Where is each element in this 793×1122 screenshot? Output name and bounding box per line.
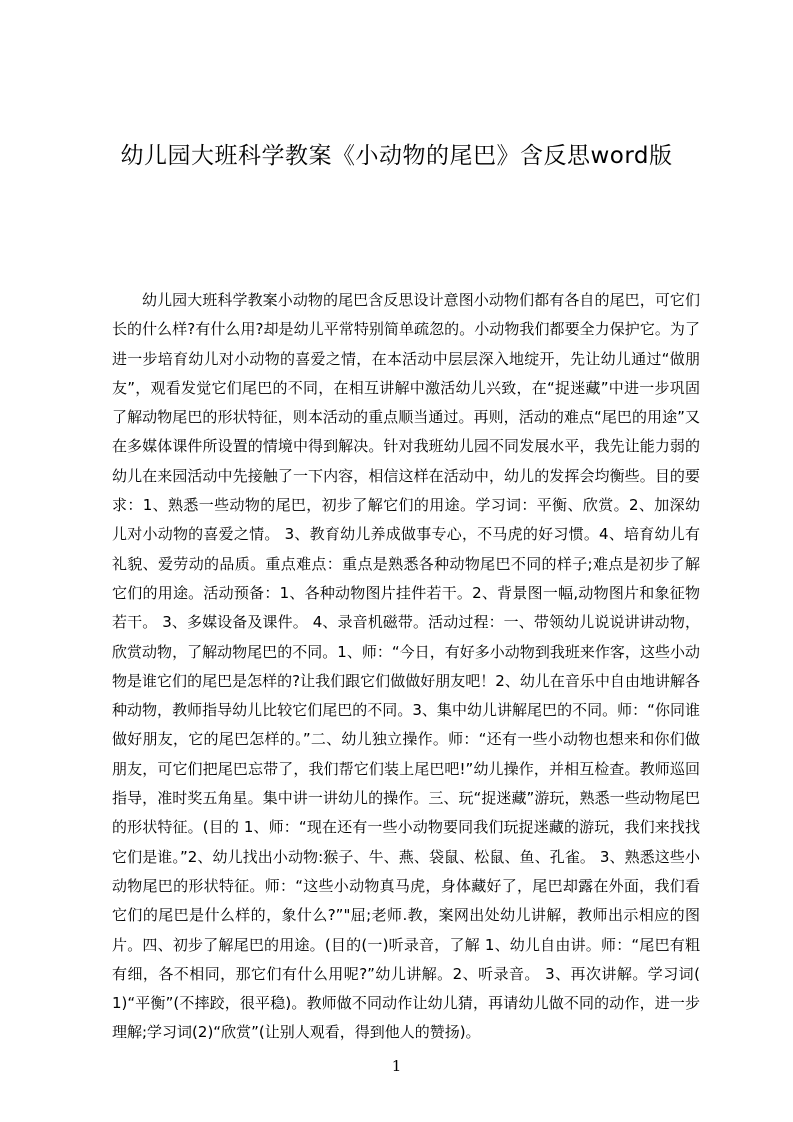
- page-number: 1: [391, 1057, 402, 1075]
- document-body-paragraph: 幼儿园大班科学教案小动物的尾巴含反思设计意图小动物们都有各自的尾巴，可它们长的什么样?有什么用?却是幼儿平常特别简单疏忽的。小动物我们都要全力保护它。为了进一步培育幼儿对小动物的喜爱之情，在本活动中层层深入地绽开，先让幼儿通过“做朋友”，观看发觉它们尾巴的不同，在相互讲解中激活幼儿兴致，在“捉迷藏”中进一步巩固了解动物尾巴的形状特征，则本活动的重点顺当通过。再则，活动的难点“尾巴的用途”又在多媒体课件所设置的情境中得到解决。针对我班幼儿园不同发展水平，我先让能力弱的幼儿在来园活动中先接触了一下内容，相信这样在活动中，幼儿的发挥会均衡些。目的要求：1、熟悉一些动物的尾巴，初步了解它们的用途。学习词：平衡、欣赏。2、加深幼儿对小动物的喜爱之情。 3、教育幼儿养成做事专心，不马虎的好习惯。4、培育幼儿有礼貌、爱劳动的品质。重点难点：重点是熟悉各种动物尾巴不同的样子;难点是初步了解它们的用途。活动预备：1、各种动物图片挂件若干。2、背景图一幅,动物图片和象征物若干。 3、多媒设备及课件。 4、录音机磁带。活动过程：一、带领幼儿说说讲讲动物，欣赏动物，了解动物尾巴的不同。1、师：“今日，有好多小动物到我班来作客，这些小动物是谁它们的尾巴是怎样的?让我们跟它们做做好朋友吧！2、幼儿在音乐中自由地讲解各种动物，教师指导幼儿比较它们尾巴的不同。3、集中幼儿讲解尾巴的不同。师：“你同谁做好朋友，它的尾巴怎样的。”二、幼儿独立操作。师：“还有一些小动物也想来和你们做朋友，可它们把尾巴忘带了，我们帮它们装上尾巴吧!”幼儿操作，并相互检查。教师巡回指导，准时奖五角星。集中讲一讲幼儿的操作。三、玩“捉迷藏”游玩，熟悉一些动物尾巴的形状特征。(目的 1、师：“现在还有一些小动物要同我们玩捉迷藏的游玩，我们来找找它们是谁。”2、幼儿找出小动物:猴子、牛、燕、袋鼠、松鼠、鱼、孔雀。 3、熟悉这些小动物尾巴的形状特征。师：“这些小动物真马虎，身体藏好了，尾巴却露在外面，我们看它们的尾巴是什么样的，象什么?”"屈;老师.教，案网出处幼儿讲解，教师出示相应的图片。四、初步了解尾巴的用途。(目的(一)听录音，了解 1、幼儿自由讲。师：“尾巴有粗有细，各不相同，那它们有什么用呢?”幼儿讲解。2、听录音。 3、再次讲解。学习词( 1)“平衡”(不摔跤，很平稳)。教师做不同动作让幼儿猜，再请幼儿做不同的动作，进一步理解;学习词(2)“欣赏”(让别人观看，得到他人的赞扬)。: [112, 291, 700, 1042]
- document-title: 幼儿园大班科学教案《小动物的尾巴》含反思word版: [120, 143, 673, 169]
